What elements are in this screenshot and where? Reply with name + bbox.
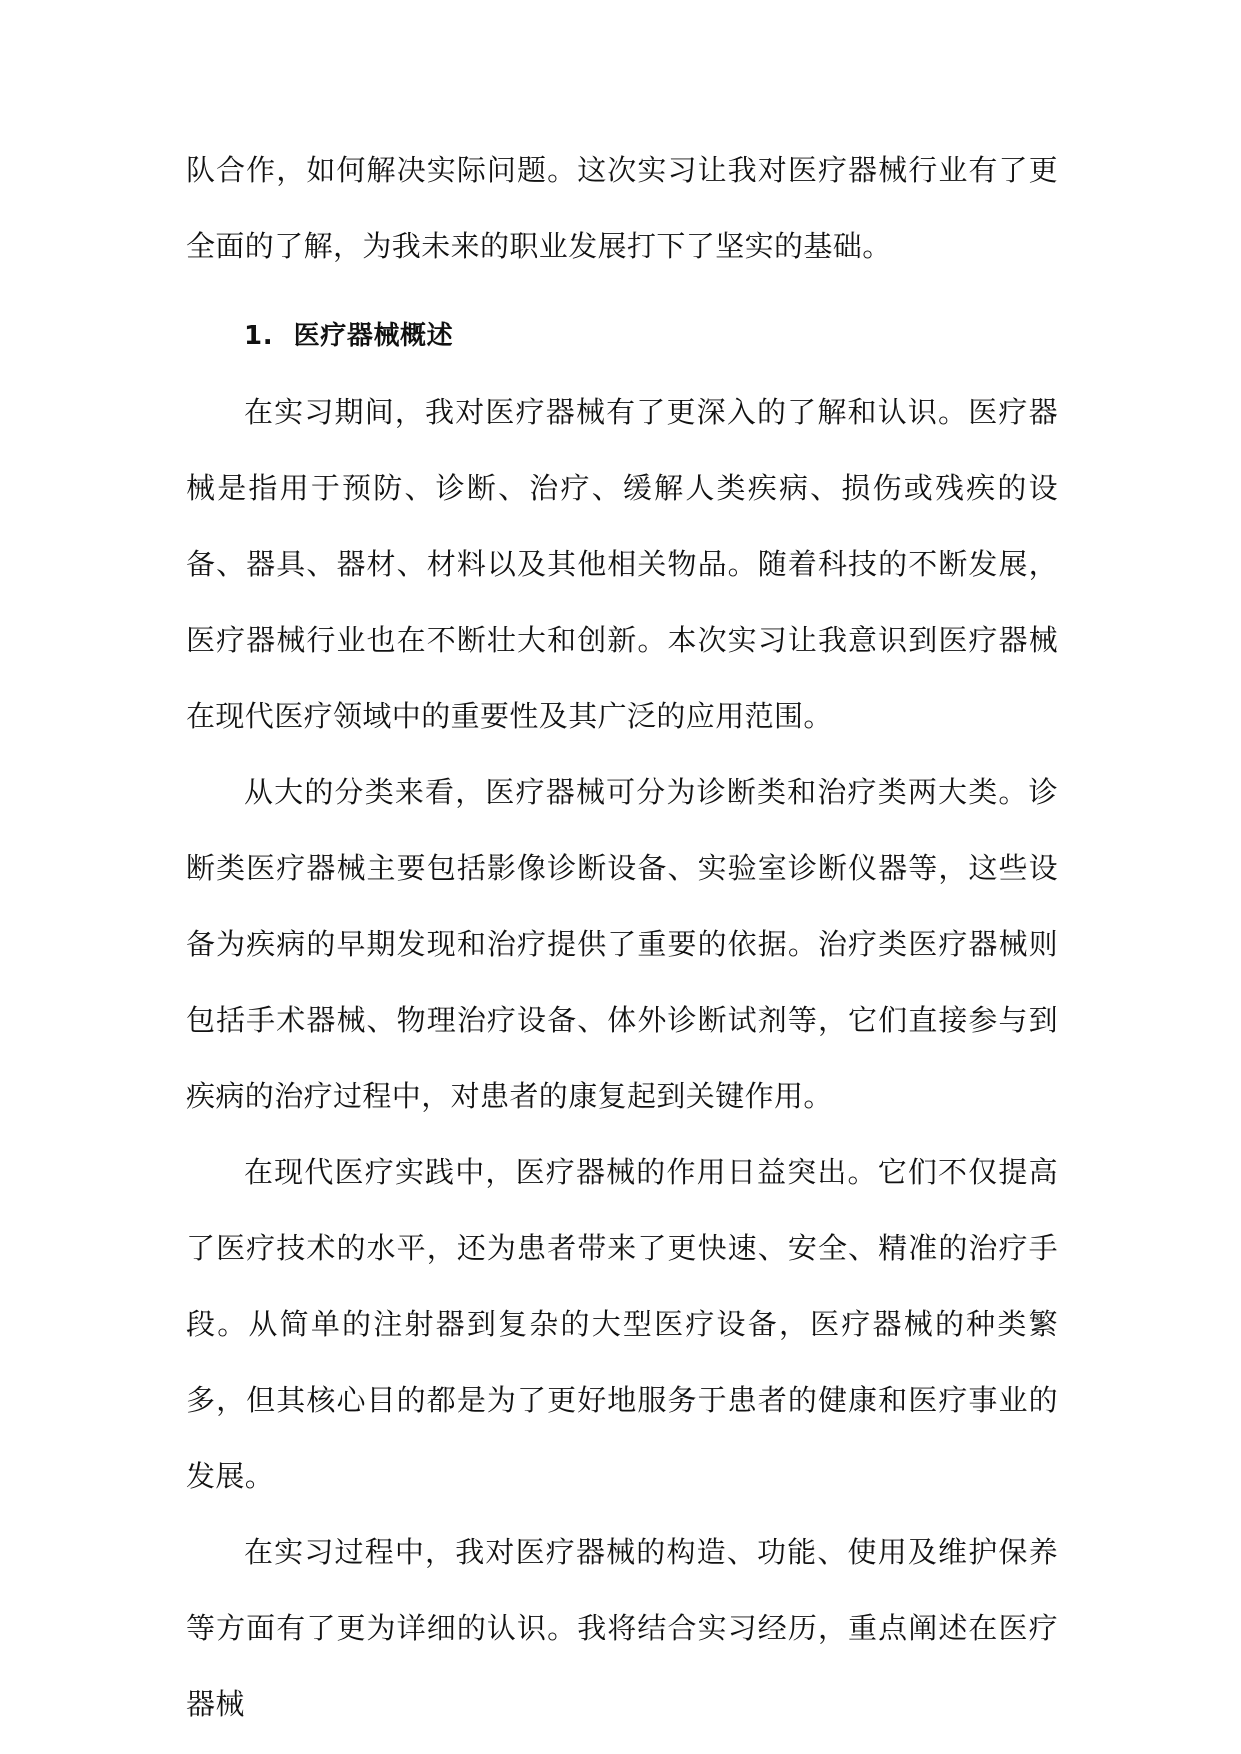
- section-number: 1.: [244, 321, 274, 351]
- paragraph-internship-focus: 在实习过程中，我对医疗器械的构造、功能、使用及维护保养等方面有了更为详细的认识。我将结合实习经历，重点阐述在医疗器械: [186, 1535, 1058, 1721]
- text-block-body: [186, 374, 1058, 1742]
- text-block-top: [186, 132, 1058, 284]
- section-heading: [244, 316, 453, 356]
- paragraph-definition: 在实习期间，我对医疗器械有了更深入的了解和认识。医疗器械是指用于预防、诊断、治疗、缓解人类疾病、损伤或残疾的设备、器具、器材、材料以及其他相关物品。随着科技的不断发展，医疗器械行业也在不断壮大和创新。本次实习让我意识到医疗器械在现代医疗领域中的重要性及其广泛的应用范围。: [186, 395, 1058, 733]
- continued-paragraph: 队合作，如何解决实际问题。这次实习让我对医疗器械行业有了更全面的了解，为我未来的职业发展打下了坚实的基础。: [186, 153, 1058, 263]
- paragraph-role: 在现代医疗实践中，医疗器械的作用日益突出。它们不仅提高了医疗技术的水平，还为患者带来了更快速、安全、精准的治疗手段。从简单的注射器到复杂的大型医疗设备，医疗器械的种类繁多，但其核心目的都是为了更好地服务于患者的健康和医疗事业的发展。: [186, 1155, 1058, 1493]
- section-title: 医疗器械概述: [293, 321, 454, 351]
- paragraph-classification: 从大的分类来看，医疗器械可分为诊断类和治疗类两大类。诊断类医疗器械主要包括影像诊断设备、实验室诊断仪器等，这些设备为疾病的早期发现和治疗提供了重要的依据。治疗类医疗器械则包括手术器械、物理治疗设备、体外诊断试剂等，它们直接参与到疾病的治疗过程中，对患者的康复起到关键作用。: [186, 775, 1058, 1113]
